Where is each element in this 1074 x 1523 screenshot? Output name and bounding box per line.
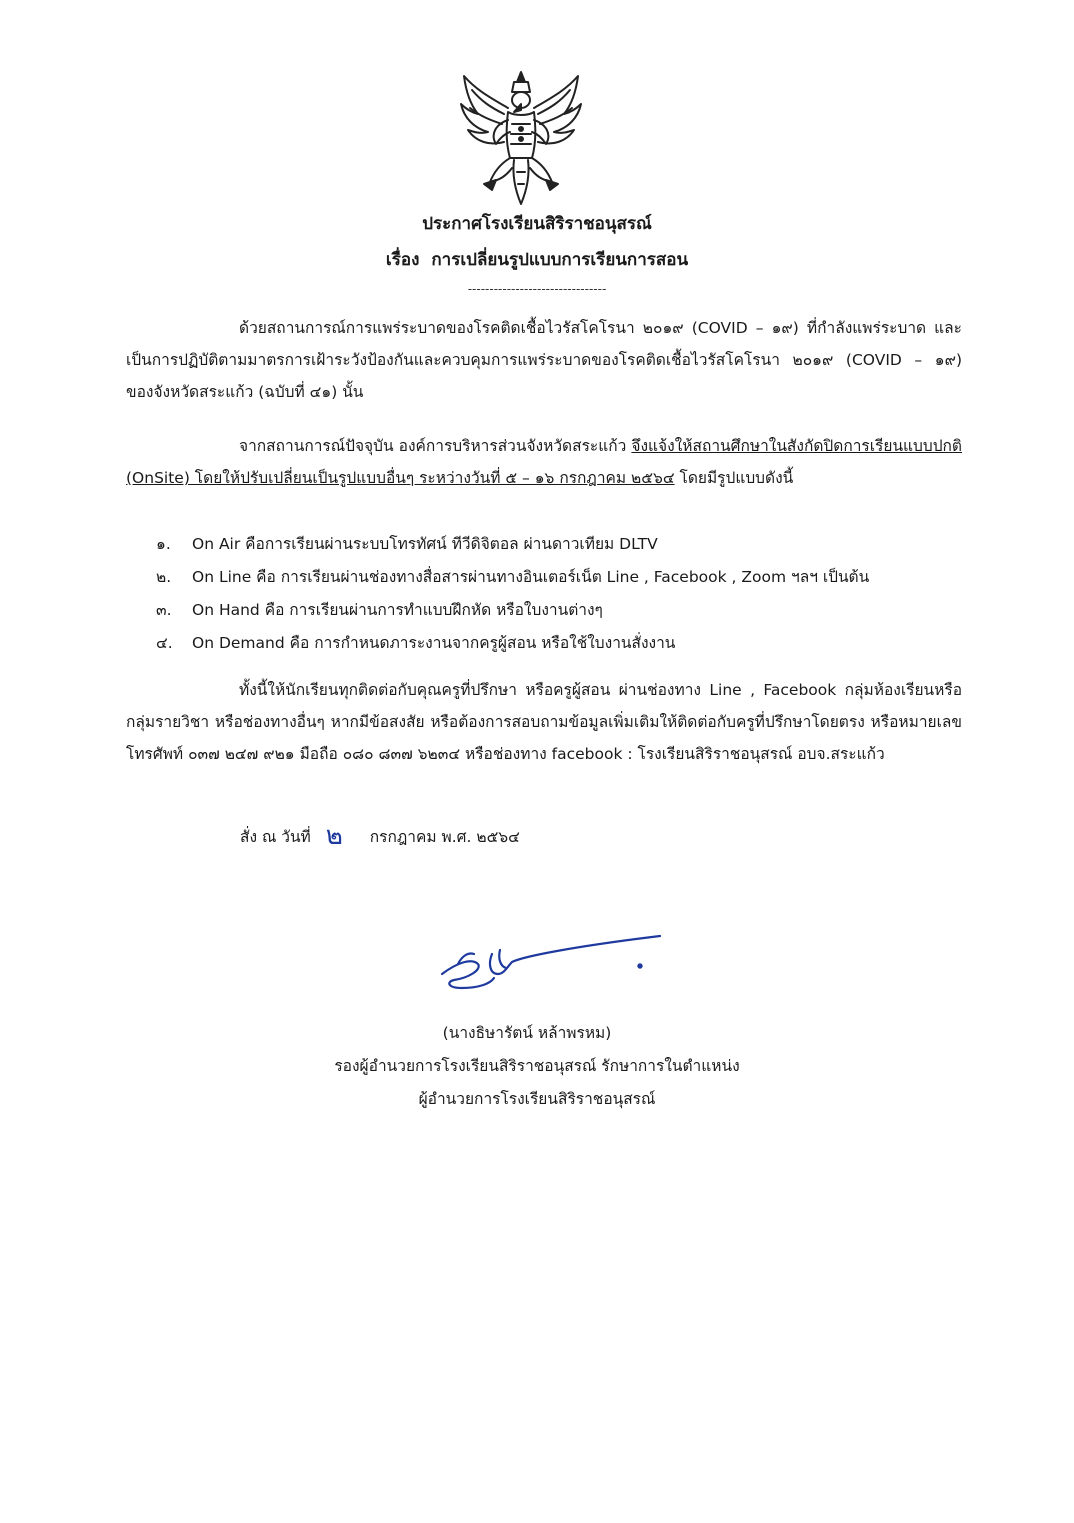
signer-position-line1: รองผู้อำนวยการโรงเรียนสิริราชอนุสรณ์ รักษาการในตำแหน่ง [334, 1057, 740, 1075]
signer-name: (นางธิษารัตน์ หล้าพรหม) [442, 1024, 612, 1042]
garuda-emblem [456, 68, 586, 208]
subject-label: เรื่อง [385, 250, 420, 270]
signer-position-line2: ผู้อำนวยการโรงเรียนสิริราชอนุสรณ์ [418, 1090, 656, 1108]
order-date-month-year: กรกฎาคม พ.ศ. ๒๕๖๔ [369, 828, 520, 846]
paragraph2-tail: โดยมีรูปแบบดังนี้ [674, 469, 794, 487]
handwritten-signature [428, 928, 668, 998]
paragraph-contact-info: ทั้งนี้ให้นักเรียนทุกติดต่อกับคุณครูที่ปรึกษา หรือครูผู้สอน ผ่านช่องทาง Line , Facebook กลุ่มห้องเรียนหรือกลุ่มรายวิชา หรือช่องทางอื่นๆ หากมีข้อสงสัย หรือต้องการสอบถามข้อมูลเพิ่มเติมให้ติดต่อกับครูที่ปรึกษาโดยตรง หรือหมายเลขโทรศัพท์ ๐๓๗ ๒๔๗ ๙๒๑ มือถือ ๐๘๐ ๘๓๗ ๖๒๓๔ หรือช่องทาง facebook : โรงเรียนสิริราชอนุสรณ์ อบจ.สระแก้ว [126, 681, 962, 763]
list-item-text: On Hand คือ การเรียนผ่านการทำแบบฝึกหัด หรือใบงานต่างๆ [192, 601, 603, 619]
order-date-prefix: สั่ง ณ วันที่ [240, 828, 311, 846]
list-item-text: On Air คือการเรียนผ่านระบบโทรทัศน์ ทีวีดิจิตอล ผ่านดาวเทียม DLTV [192, 535, 658, 553]
order-date-line [240, 815, 530, 856]
learning-modes-list [156, 528, 869, 660]
list-item [156, 627, 869, 660]
list-item [156, 561, 869, 594]
list-item-number: ๑. [156, 535, 171, 553]
paragraph-closure-notice [126, 430, 962, 494]
subject-text: การเปลี่ยนรูปแบบการเรียนการสอน [431, 250, 689, 270]
list-item-text: On Demand คือ การกำหนดภาระงานจากครูผู้สอน หรือใช้ใบงานสั่งงาน [192, 634, 676, 652]
order-date-day-handwritten: ๒ [325, 821, 343, 851]
announcement-subject [0, 246, 1074, 273]
paragraph2-plain: จากสถานการณ์ปัจจุบัน องค์การบริหารส่วนจังหวัดสระแก้ว [239, 437, 632, 455]
paragraph2-underlined: จึงแจ้งให้สถานศึกษาในสังกัดปิดการเรียนแบบปกติ (OnSite) โดยให้ปรับเปลี่ยนเป็นรูปแบบอื่นๆ ระหว่างวันที่ ๕ – ๑๖ กรกฎาคม ๒๕๖๔ [126, 437, 962, 487]
divider-line: -------------------------------- [467, 282, 607, 296]
paragraph-covid-situation: ด้วยสถานการณ์การแพร่ระบาดของโรคติดเชื้อไวรัสโคโรนา ๒๐๑๙ (COVID – ๑๙) ที่กำลังแพร่ระบาด และเป็นการปฏิบัติตามมาตรการเฝ้าระวังป้องกันและควบคุมการแพร่ระบาดของโรคติดเชื้อไวรัสโคโรนา ๒๐๑๙ (COVID – ๑๙) ของจังหวัดสระแก้ว (ฉบับที่ ๔๑) นั้น [126, 319, 962, 401]
list-item [156, 528, 869, 561]
list-item [156, 594, 869, 627]
list-item-number: ๔. [156, 634, 173, 652]
list-item-number: ๓. [156, 601, 172, 619]
list-item-text: On Line คือ การเรียนผ่านช่องทางสื่อสารผ่านทางอินเตอร์เน็ต Line , Facebook , Zoom ฯลฯ เป็นต้น [192, 568, 870, 586]
announcement-title: ประกาศโรงเรียนสิริราชอนุสรณ์ [422, 214, 652, 234]
list-item-number: ๒. [156, 568, 172, 586]
